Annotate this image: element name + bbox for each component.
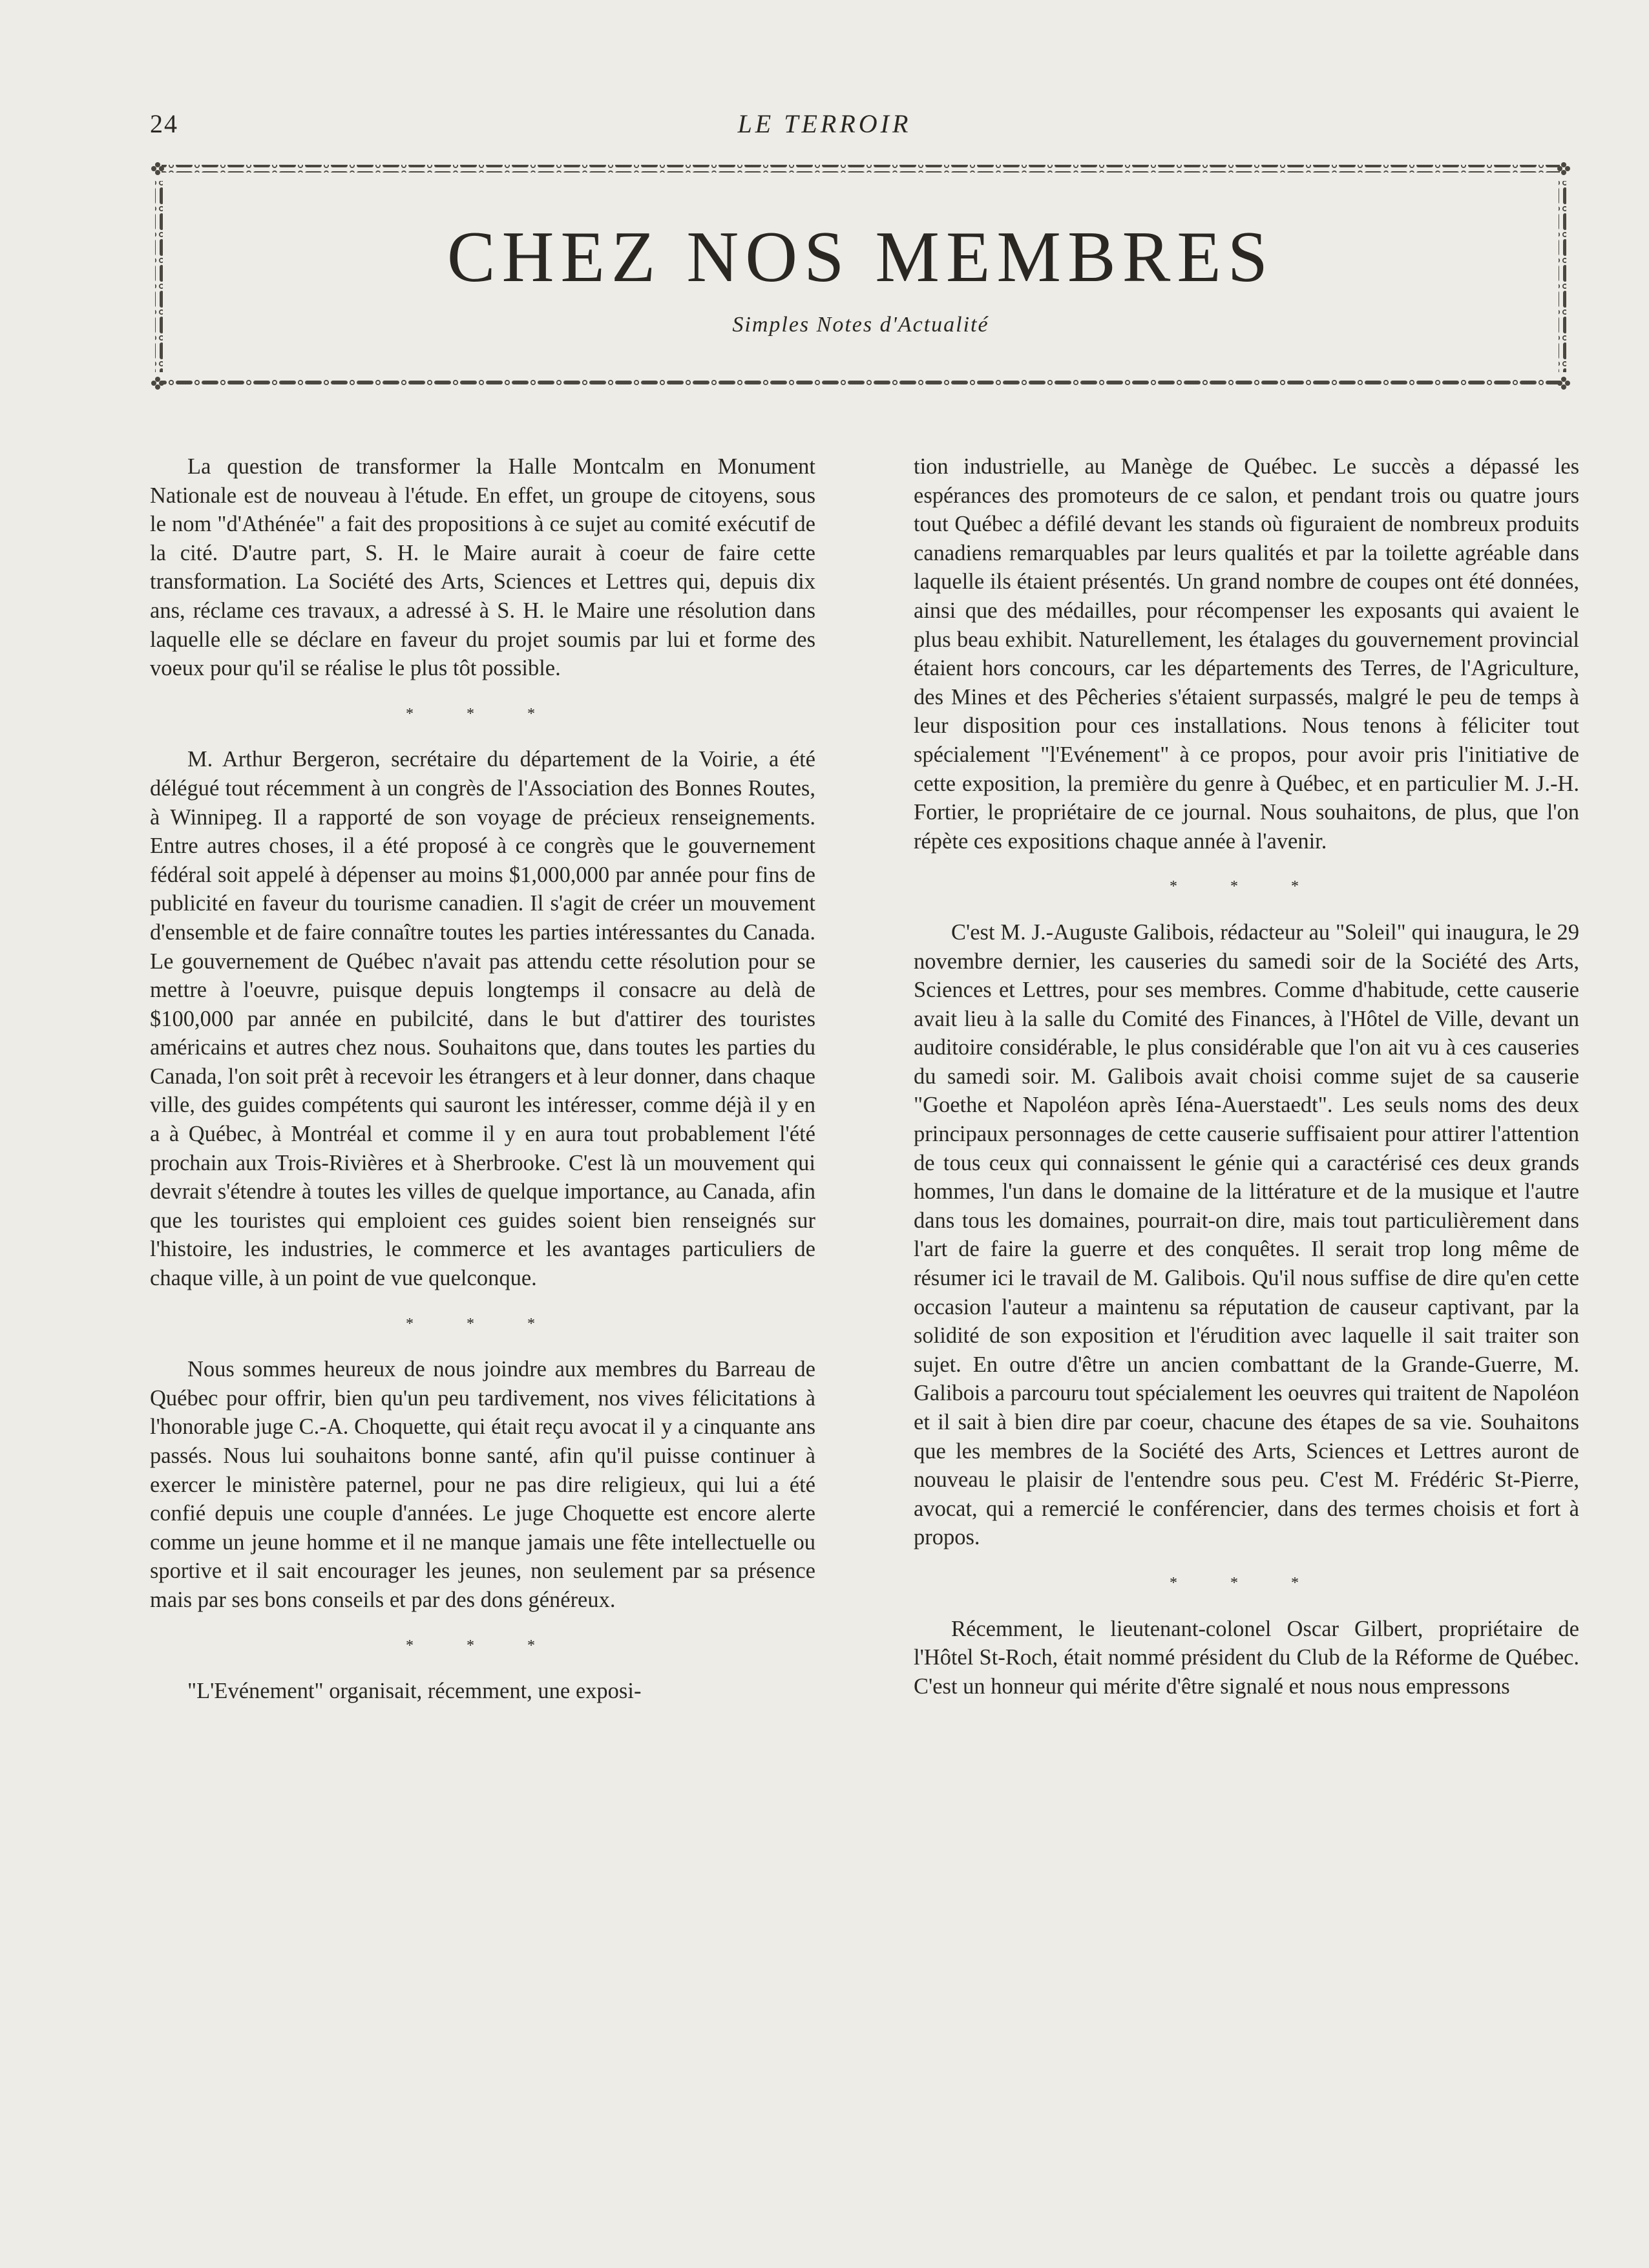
paragraph-gilbert: Récemment, le lieutenant-colonel Oscar Gilbert, propriétaire de l'Hôtel St-Roch, était nommé président du Club de la Réforme de Québec. C'est un honneur qui mérite d'être signalé et nous nous empressons — [914, 1616, 1579, 1699]
section-separator: * * * — [1170, 1574, 1323, 1591]
paragraph-evenement-cont: tion industrielle, au Manège de Québec. Le succès a dépassé les espérances des promoteurs de ce salon, et pendant trois ou quatre jours tout Québec a défilé devant les stands où figuraient de nombreux produits canadiens remarquables par leurs qualités et par la toilette agréable dans laquelle ils étaient présentés. Un grand nombre de coupes ont été données, ainsi que des médailles, pour récompenser les exposants qui avaient le plus beau exhibit. Naturellement, les étalages du gouvernement provincial étaient hors concours, car les départements des Terres, de l'Agriculture, des Mines et des Pêcheries s'étaient surpassés, malgré le peu de temps à leur disposition pour ces installations. Nous tenons à féliciter tout spécialement "l'Evénement" à ce propos, pour avoir pris l'initiative de cette exposition, la première du genre à Québec, et en particulier M. J.-H. Fortier, le propriétaire de ce journal. Nous souhaitons, de plus, que l'on répète ces expositions chaque année à l'avenir. — [914, 454, 1579, 854]
title-frame — [150, 162, 1571, 390]
running-head: LE TERROIR — [737, 109, 912, 138]
section-separator: * * * — [406, 1315, 560, 1332]
section-separator: * * * — [1170, 878, 1323, 896]
paragraph-galibois: C'est M. J.-Auguste Galibois, rédacteur au "Soleil" qui inaugura, le 29 novembre dernier, les causeries du samedi soir de la Société des Arts, Sciences et Lettres, pour ses membres. Comme d'habitude, cette causerie avait lieu à la salle du Comité des Finances, à l'Hôtel de Ville, devant un auditoire considérable, le plus considérable que l'on ait vu à ces causeries du samedi soir. M. Galibois avait choisi comme sujet de sa causerie "Goethe et Napoléon après Iéna-Auerstaedt". Les seuls noms des deux principaux personnages de cette causerie suffisaient pour attirer l'attention de tous ceux qui connaissent le génie qui a caractérisé ces deux grands hommes, l'un dans le domaine de la littérature et de la musique et l'autre dans tous les domaines, pourrait-on dire, mais tout particulièrement dans l'art de faire la guerre et des conquêtes. Il serait trop long même de résumer ici le travail de M. Galibois. Qu'il nous suffise de dire qu'en cette occasion l'auteur a maintenu sa réputation de causeur captivant, par la solidité de son exposition et l'érudition avec laquelle il sait traiter son sujet. En outre d'être un ancien combattant de la Grande-Guerre, M. Galibois a parcouru tout spécialement les oeuvres qui traitent de Napoléon et il sait à bien dire par coeur, chacune des étapes de sa vie. Souhaitons que les membres de la Société des Arts, Sciences et Lettres auront de nouveau le plaisir de l'entendre sous peu. C'est M. Frédéric St-Pierre, avocat, qui a remercié le conférencier, dans des termes choisis et fort à propos. — [914, 919, 1579, 1550]
left-column — [150, 452, 815, 1706]
paragraph-halle-montcalm: La question de transformer la Halle Montcalm en Monument Nationale est de nouveau à l'étude. En effet, un groupe de citoyens, sous le nom "d'Athénée" a fait des propositions à ce sujet au comité exécutif de la cité. D'autre part, S. H. le Maire aurait à coeur de faire cette transformation. La Société des Arts, Sciences et Lettres qui, depuis dix ans, réclame ces travaux, a adressé à S. H. le Maire une résolution dans laquelle elle se déclare en faveur du projet soumis par lui et forme des voeux pour qu'il se réalise le plus tôt possible. — [150, 454, 815, 681]
right-column — [914, 452, 1579, 1701]
section-separator: * * * — [406, 705, 560, 722]
paragraph-bergeron: M. Arthur Bergeron, secrétaire du département de la Voirie, a été délégué tout récemment à un congrès de l'Association des Bonnes Routes, à Winnipeg. Il a rapporté de son voyage de précieux renseignements. Entre autres choses, il a été proposé à ce congrès que le gouvernement fédéral soit appelé à dépenser au moins $1,000,000 par année pour fins de publicité en faveur du tourisme canadien. Il s'agit de créer un mouvement d'ensemble et de faire connaître toutes les parties intéressantes du Canada. Le gouvernement de Québec n'avait pas attendu cette résolution pour se mettre à l'oeuvre, puisque depuis longtemps il consacre au delà de $100,000 par année en pubilcité, dans le but d'attirer des touristes américains et autres chez nous. Souhaitons que, dans toutes les parties du Canada, l'on soit prêt à recevoir les étrangers et à leur donner, dans chaque ville, des guides compétents qui sauront les intéresser, comme déjà il y en a à Québec, à Montréal et comme il y en aura tout probablement l'été prochain aux Trois-Rivières et à Sherbrooke. C'est là un mouvement qui devrait s'étendre à toutes les villes de quelque importance, au Canada, afin que les touristes qui emploient ces guides soient bien renseignés sur l'histoire, les industries, le commerce et les avantages particuliers de chaque ville, à un point de vue quelconque. — [150, 747, 815, 1291]
paragraph-choquette: Nous sommes heureux de nous joindre aux membres du Barreau de Québec pour offrir, bien qu'un peu tardivement, nos vives félicitations à l'honorable juge C.-A. Choquette, qui était reçu avocat il y a cinquante ans passés. Nous lui souhaitons bonne santé, afin qu'il puisse continuer à exercer le ministère paternel, pour ne pas dire religieux, qui lui a été confié depuis une couple d'années. Le juge Choquette est encore alerte comme un jeune homme et il ne manque jamais une fête intellectuelle ou sportive et il sait encourager les jeunes, non seulement par sa présence mais par ses bons conseils et par des dons généreux. — [150, 1357, 815, 1612]
page-number: 24 — [150, 109, 178, 138]
paragraph-evenement-start: "L'Evénement" organisait, récemment, une exposi- — [187, 1679, 642, 1704]
section-separator: * * * — [406, 1637, 560, 1654]
article-title: CHEZ NOS MEMBRES — [446, 217, 1275, 297]
article-subtitle: Simples Notes d'Actualité — [732, 313, 989, 337]
